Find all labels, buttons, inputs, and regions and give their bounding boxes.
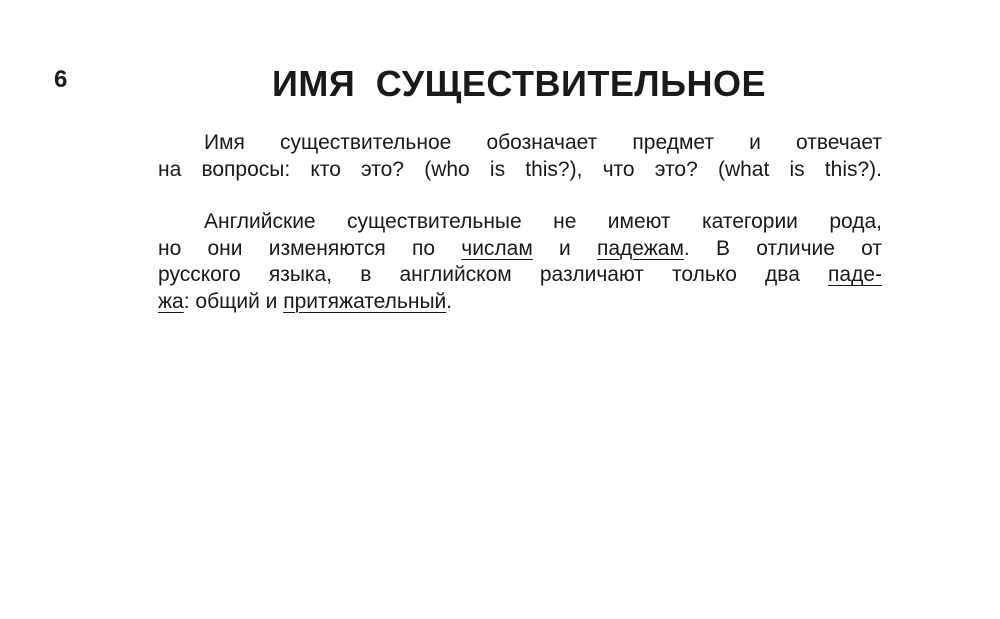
text-fragment: но они изменяются по — [158, 236, 462, 260]
paragraph-definition — [158, 130, 882, 183]
text-fragment: и — [532, 236, 597, 260]
term-cases: падежам — [597, 236, 684, 260]
paragraph-line: Имя существительное обозначает предмет и отвечает — [204, 131, 882, 154]
text-fragment: : общий и — [183, 289, 284, 313]
paragraph-line: на вопросы: кто это? (who is this?), что это? (what is this?). — [158, 157, 882, 181]
term-possessive: притяжательный — [283, 289, 447, 313]
term-case-part1: паде- — [828, 263, 882, 286]
text-fragment: . В отличие от — [683, 236, 882, 260]
term-case-part2: жа — [158, 289, 184, 313]
paragraph-line — [158, 236, 882, 263]
page-title: ИМЯ СУЩЕСТВИТЕЛЬНОЕ — [272, 63, 766, 104]
paragraph-line: Английские существительные не имеют категории рода, — [204, 210, 882, 233]
page-number: 6 — [54, 66, 68, 93]
term-numbers: числам — [461, 236, 533, 260]
paragraph-cases — [158, 209, 882, 315]
paragraph-line — [158, 289, 882, 316]
text-fragment: русского языка, в английском различают только два — [158, 263, 829, 286]
paragraph-line — [158, 262, 882, 289]
text-fragment: . — [446, 289, 453, 313]
main-content — [158, 130, 882, 315]
